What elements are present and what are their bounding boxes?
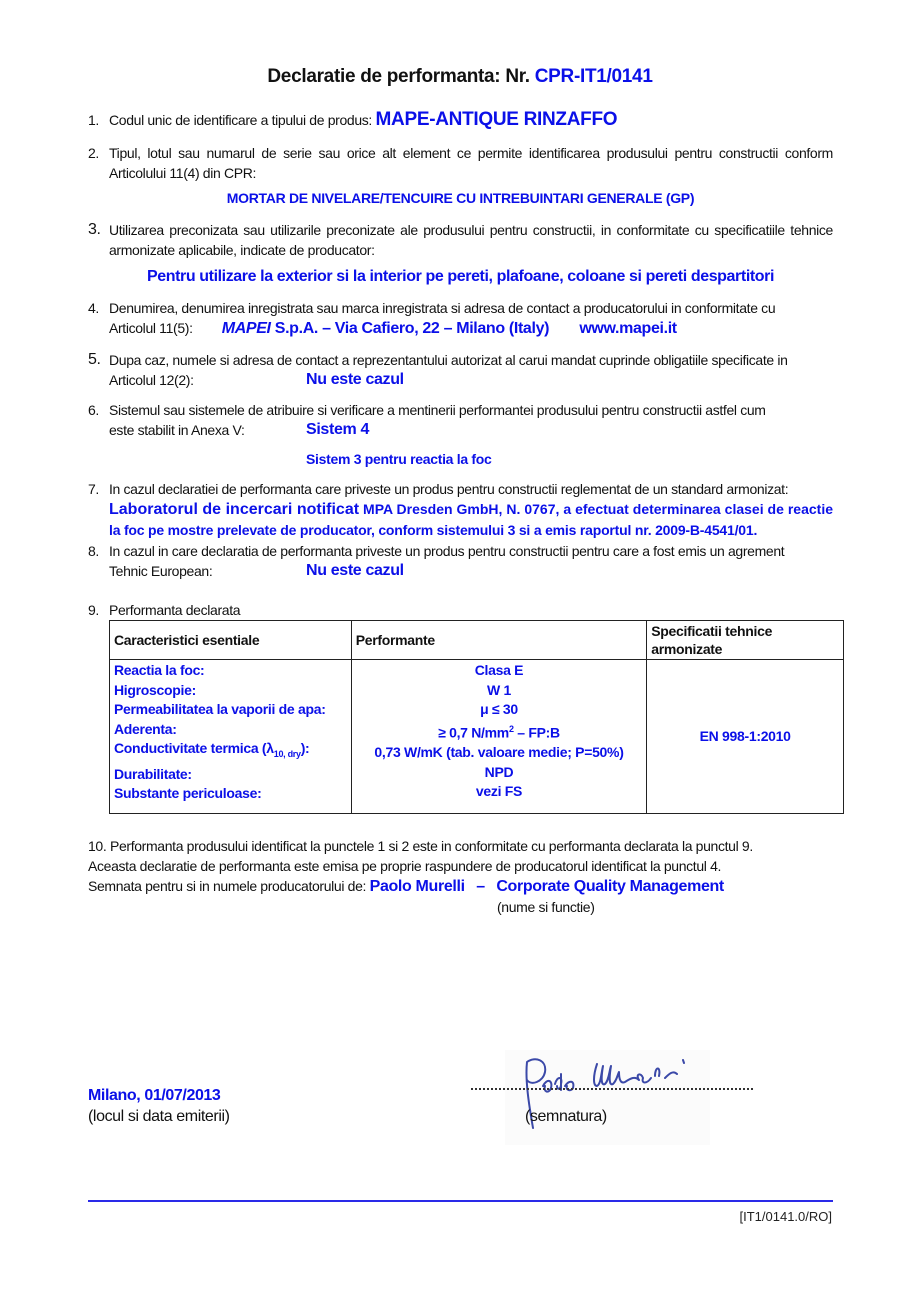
signature-caption: (semnatura) bbox=[525, 1108, 607, 1125]
header-specifications: Specificatii tehnice armonizate bbox=[647, 621, 844, 660]
item-6-annex: este stabilit in Anexa V: bbox=[109, 422, 245, 438]
item-number: 5. bbox=[88, 351, 101, 368]
characteristic: Permeabilitatea la vaporii de apa: bbox=[114, 701, 326, 718]
characteristic: Conductivitate termica $(\lambda_{10, dry})$: bbox=[114, 740, 310, 760]
item-9-text: Performanta declarata bbox=[109, 602, 241, 618]
manufacturer-website[interactable]: www.mapei.it bbox=[579, 320, 677, 337]
performance-table bbox=[109, 620, 844, 814]
product-type: MORTAR DE NIVELARE/TENCUIRE CU INTREBUINTARI GENERALE (GP) bbox=[226, 190, 695, 206]
item-1 bbox=[88, 110, 833, 130]
header-characteristics: Caracteristici esentiale bbox=[110, 621, 352, 660]
name-function-caption: (nume si functie) bbox=[497, 899, 595, 915]
item-number: 1. bbox=[88, 112, 99, 128]
item-number: 6. bbox=[88, 402, 99, 418]
system-value: Sistem 4 bbox=[306, 421, 370, 438]
handwritten-signature-icon bbox=[505, 1050, 710, 1145]
item-7 bbox=[88, 479, 833, 540]
item-1-text: Codul unic de identificare a tipului de produs: bbox=[109, 112, 372, 128]
characteristic: Durabilitate: bbox=[114, 765, 192, 782]
item-3-text: Utilizarea preconizata sau utilizarile preconizate ale produsului pentru constructii, in conformitate cu specificatiile tehnice armonizate aplicabile, indicate de producator: bbox=[109, 222, 833, 258]
item-9 bbox=[88, 600, 833, 620]
performance-value: vezi FS bbox=[475, 783, 523, 800]
signature-line bbox=[471, 1086, 753, 1090]
performances-cell bbox=[351, 660, 647, 814]
item-4 bbox=[88, 298, 833, 339]
item-10-line1: 10. Performanta produsului identificat la punctele 1 si 2 este in conformitate cu performanta declarata la punctul 9. bbox=[88, 838, 753, 854]
table-header-row bbox=[110, 621, 844, 660]
item-2-text: Tipul, lotul sau numarul de serie sau orice alt element ce permite identificarea produsului pentru constructii conform Articolului 11(4) din CPR: bbox=[109, 145, 833, 181]
item-5 bbox=[88, 350, 833, 390]
declaration-number: CPR-IT1/0141 bbox=[534, 66, 653, 87]
separator-dash: – bbox=[476, 878, 485, 895]
intended-use: Pentru utilizare la exterior si la interior pe pereti, plafoane, coloane si pereti despartitori bbox=[146, 268, 775, 285]
item-8-text: In cazul in care declaratia de performanta priveste un produs pentru constructii pentru care a fost emis un agrement bbox=[109, 543, 785, 559]
item-10-line3: Semnata pentru si in numele producatorului de: bbox=[88, 878, 367, 894]
item-8-value: Nu este cazul bbox=[306, 562, 404, 579]
item-number: 9. bbox=[88, 602, 99, 618]
item-5-text: Dupa caz, numele si adresa de contact a reprezentantului autorizat al carui mandat cuprinde obligatiile specificate in bbox=[109, 352, 788, 368]
footer-divider bbox=[88, 1200, 833, 1202]
item-4-text: Denumirea, denumirea inregistrata sau marca inregistrata si adresa de contact a producatorului in conformitate cu bbox=[109, 300, 776, 316]
item-number: 7. bbox=[88, 481, 99, 497]
item-4-article: Articolul 11(5): bbox=[109, 320, 193, 336]
item-10 bbox=[88, 836, 848, 917]
performance-value: μ ≤ 30 bbox=[480, 701, 518, 718]
item-5-article: Articolul 12(2): bbox=[109, 372, 194, 388]
signer-name: Paolo Murelli bbox=[369, 878, 465, 895]
item-number: 3. bbox=[88, 221, 101, 238]
item-8-eta: Tehnic European: bbox=[109, 563, 213, 579]
performance-value: NPD bbox=[484, 763, 514, 780]
document-title bbox=[0, 66, 920, 88]
item-6 bbox=[88, 400, 833, 440]
characteristic: Substante periculoase: bbox=[114, 785, 262, 802]
specification-cell: EN 998-1:2010 bbox=[647, 660, 844, 814]
item-3 bbox=[88, 220, 833, 260]
lab-details-line2: la foc pe mostre prelevate de producator, conform sistemului 3 si a emis raportul nr. 2009-B-4541/01. bbox=[109, 522, 758, 538]
item-number: 8. bbox=[88, 543, 99, 559]
lab-details: MPA Dresden GmbH, N. 0767, a efectuat determinarea clasei de reactie bbox=[363, 501, 833, 517]
item-number: 4. bbox=[88, 300, 99, 316]
item-2 bbox=[88, 143, 833, 183]
signer-role: Corporate Quality Management bbox=[496, 878, 724, 895]
performance-value: W 1 bbox=[486, 681, 511, 698]
manufacturer-address: S.p.A. – Via Cafiero, 22 – Milano (Italy) bbox=[274, 320, 550, 337]
characteristics-cell bbox=[110, 660, 352, 814]
title-prefix: Declaratie de performanta: Nr. bbox=[267, 66, 530, 87]
system-fire-reaction: Sistem 3 pentru reactia la foc bbox=[306, 451, 492, 467]
lab-label: Laboratorul de incercari notificat bbox=[109, 501, 360, 518]
item-number: 2. bbox=[88, 145, 99, 161]
item-10-line2: Aceasta declaratie de performanta este emisa pe proprie raspundere de producatorul identificat la punctul 4. bbox=[88, 858, 722, 874]
place-date-caption: (locul si data emiterii) bbox=[88, 1108, 230, 1125]
header-performances: Performante bbox=[351, 621, 647, 660]
signature-area bbox=[505, 1050, 710, 1145]
performance-value: 0,73 W/mK (tab. valoare medie; P=50%) bbox=[374, 744, 624, 761]
characteristic: Aderenta: bbox=[114, 720, 177, 737]
performance-value: ≥ 0,7 $N/mm^2$ – FP:B bbox=[438, 723, 560, 741]
item-6-text: Sistemul sau sistemele de atribuire si verificare a mentinerii performantei produsului pentru constructii astfel cum bbox=[109, 402, 766, 418]
item-7-text: In cazul declaratiei de performanta care priveste un produs pentru constructii reglementat de un standard armonizat: bbox=[109, 481, 789, 497]
characteristic: Reactia la foc: bbox=[114, 662, 205, 678]
document-code: [IT1/0141.0/RO] bbox=[739, 1209, 832, 1224]
table-row bbox=[110, 660, 844, 814]
performance-value: Clasa E bbox=[474, 662, 524, 678]
item-8 bbox=[88, 541, 833, 581]
manufacturer-brand: MAPEI bbox=[221, 320, 271, 337]
place-date: Milano, 01/07/2013 bbox=[88, 1087, 221, 1104]
characteristic: Higroscopie: bbox=[114, 681, 196, 698]
item-5-value: Nu este cazul bbox=[306, 371, 404, 388]
product-code: MAPE-ANTIQUE RINZAFFO bbox=[375, 109, 618, 130]
